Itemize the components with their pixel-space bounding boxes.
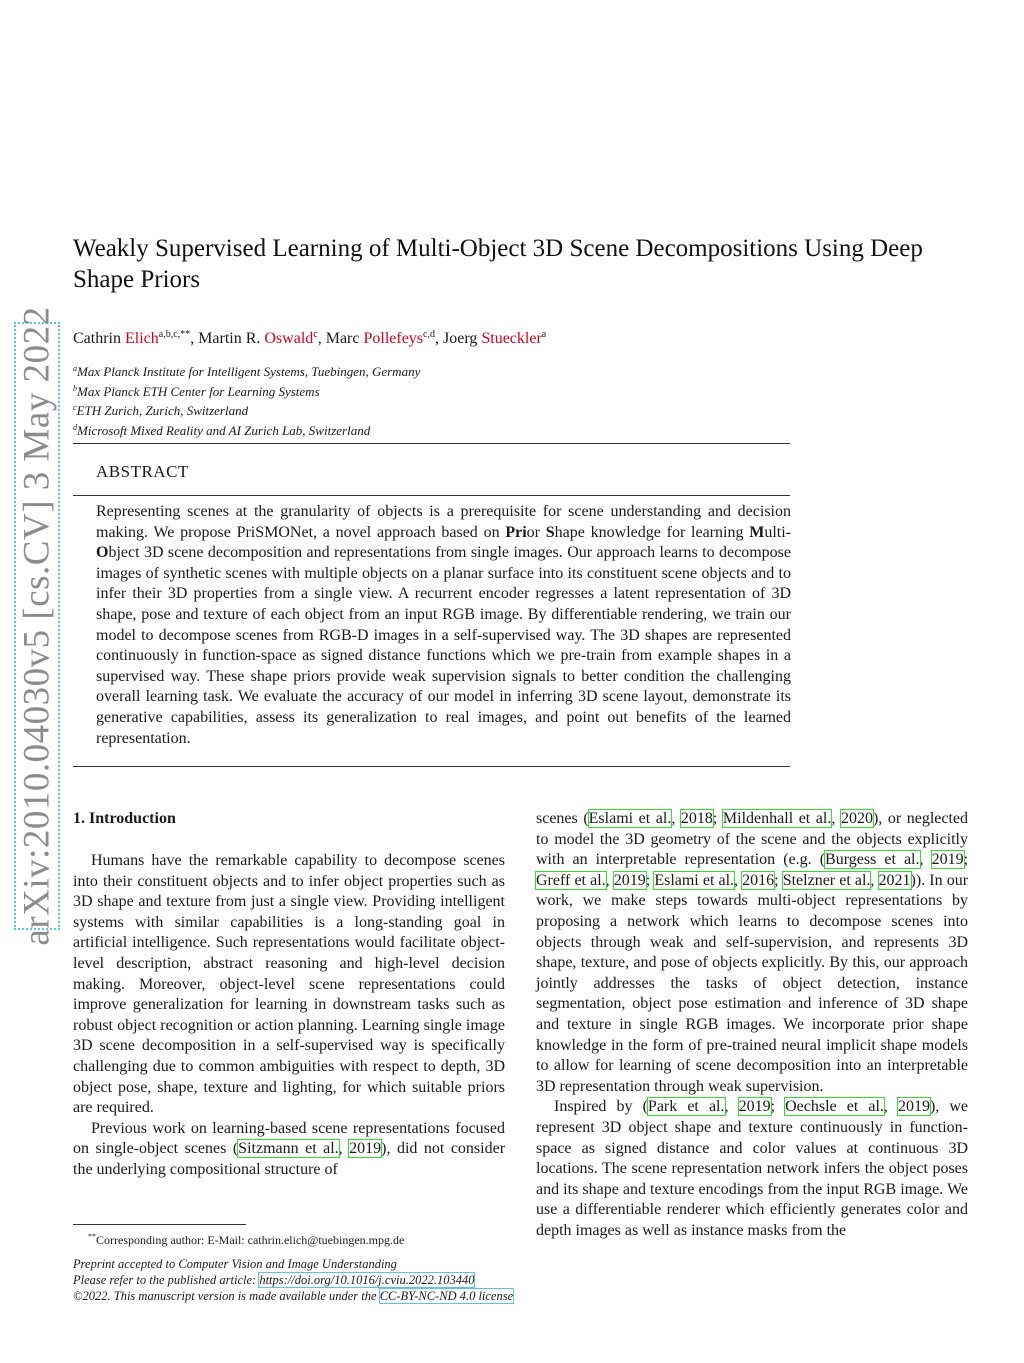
citation-link[interactable]: Eslami et al. (588, 810, 672, 827)
footnote-rule (73, 1224, 246, 1225)
author-link[interactable]: Stueckler (481, 330, 542, 347)
author-separator: , (434, 330, 443, 347)
footnote-text: Corresponding author: E-Mail: cathrin.elich@tuebingen.mpg.de (96, 1233, 405, 1247)
affiliation (73, 420, 420, 440)
author-affil-mark: c (313, 329, 318, 340)
preprint-line (73, 1272, 513, 1288)
citation-link[interactable]: Burgess et al. (825, 851, 920, 869)
author-affil-mark: a (541, 329, 547, 340)
affiliation-mark: c (73, 403, 77, 412)
paragraph-text: )). In our work, we make steps towards multi-object representations by proposing a network which learns to decompose scenes into objects through weak and self-supervision, and represents 3D shape, texture, and pose of objects explicitly. By this, our approach jointly addresses the tasks of object detection, instance segmentation, object pose estimation and inference of 3D shape and texture in single RGB images. We incorporate prior shape knowledge in the form of pre-trained neural implicit shape models to allow for learning of scene decomposition into an interpretable 3D representation through weak supervision. (536, 871, 969, 1095)
arxiv-identifier-stamp (14, 306, 60, 946)
abstract-bold: S (545, 523, 555, 541)
affiliation (73, 381, 420, 401)
preprint-notice (73, 1256, 513, 1304)
divider-abstract (73, 495, 790, 496)
affiliation-mark: d (73, 422, 77, 432)
paragraph: scenes (Eslami et al., 2018; Mildenhall et al., 2020), or neglected to model the 3D geometry of the scene and the objects explicitly with an interpretable representation (e.g. (Burgess et al., 2019; Greff et al., 2019; Eslami et al., 2016; Stelzner et al., 2021)). In our work, we make steps towards multi-object representations by proposing a network which learns to decompose scenes into objects through weak and self-supervision, and represents 3D shape, texture, and pose of objects explicitly. By this, our approach jointly addresses the tasks of object detection, instance segmentation, object pose estimation and inference of 3D shape and texture in single RGB images. We incorporate prior shape knowledge in the form of pre-trained neural implicit shape models to allow for learning of scene decomposition into an interpretable 3D representation through weak supervision. (536, 810, 969, 1095)
divider-top (73, 443, 790, 444)
citation-year-link[interactable]: 2019 (349, 1140, 382, 1158)
citation-link[interactable]: Sitzmann et al. (238, 1140, 339, 1158)
author-first-name: Martin R. (198, 330, 265, 347)
citation-year-link[interactable]: 2016 (742, 871, 775, 889)
citation-link[interactable]: Mildenhall et al. (722, 810, 832, 827)
author-first-name: Joerg (442, 330, 482, 347)
affiliation-text: ETH Zurich, Zurich, Switzerland (76, 403, 249, 418)
section-heading-introduction: 1. Introduction (73, 810, 176, 827)
affiliation (73, 400, 420, 420)
author-link[interactable]: Oswald (264, 330, 314, 347)
arxiv-id: arXiv:2010.04030v5 [cs.CV] 3 May 2022 (16, 306, 58, 946)
citation-link[interactable]: Oechsle et al. (785, 1098, 884, 1116)
right-column (536, 809, 968, 1241)
preprint-line (73, 1288, 513, 1304)
divider-bottom (73, 766, 790, 767)
paragraph-text: ), or neglected to model the 3D geometry of the scene and the objects explicitly with an interpretable representation (e.g. ( (536, 810, 969, 869)
author-separator: , (317, 330, 326, 347)
citation-link[interactable]: Greff et al. (536, 871, 606, 889)
preprint-text: ©2022. This manuscript version is made available under the (73, 1289, 380, 1303)
paragraph: Humans have the remarkable capability to decompose scenes into their constituent objects and to infer object properties such as 3D shape and texture from just a single view. Providing intelligent systems with similar capabilities is a long-standing goal in artificial intelligence. Such representations would facilitate object-level description, abstract reasoning and high-level decision making. Moreover, object-level scene representations could improve generalization for learning in downstream tasks such as robust object recognition or action planning. Learning single image 3D scene decomposition in a self-supervised way is specifically challenging due to common ambiguities with respect to depth, 3D object pose, shape, texture and lighting, for which suitable priors are required. (73, 852, 505, 1117)
footnote-mark: ** (88, 1232, 96, 1241)
left-column (73, 851, 505, 1181)
footnote (88, 1229, 404, 1248)
affiliation-list (73, 361, 420, 439)
paragraph-text: scenes ( (536, 810, 589, 827)
author-link[interactable]: Pollefeys (363, 330, 424, 347)
paragraph: Inspired by (Park et al., 2019; Oechsle et al., 2019), we represent 3D object shape and texture continuously in function-space as signed distance and color values at continuous 3D locations. The scene representation network infers the object poses and its shape and texture encodings from the input RGB image. We use a differentiable renderer which efficiently generates color and depth images as well as instance masks from the (536, 1098, 969, 1239)
paragraph: Previous work on learning-based scene representations focused on single-object scenes (Sitzmann et al., 2019), did not consider the underlying compositional structure of (73, 1119, 506, 1178)
citation-year-link[interactable]: 2019 (931, 851, 964, 869)
abstract-text: or (526, 523, 546, 541)
preprint-line: Preprint accepted to Computer Vision and Image Understanding (73, 1257, 397, 1271)
abstract-text: ulti- (764, 523, 791, 541)
author-first-name: Cathrin (73, 330, 125, 347)
paragraph-text: ), we represent 3D object shape and texture continuously in function-space as signed distance and color values at continuous 3D locations. The scene representation network infers the object poses and its shape and texture encodings from the input RGB image. We use a differentiable renderer which efficiently generates color and depth images as well as instance masks from the (536, 1098, 969, 1239)
abstract-bold: O (96, 544, 109, 562)
affiliation-mark: b (73, 383, 77, 393)
affiliation (73, 361, 420, 381)
paragraph-text: Previous work on learning-based scene representations focused on single-object scenes ( (73, 1119, 505, 1158)
citation-year-link[interactable]: 2021 (878, 871, 911, 889)
author-link[interactable]: Elich (125, 330, 159, 347)
citation-year-link[interactable]: 2020 (840, 810, 873, 827)
citation-link[interactable]: Eslami et al. (654, 871, 735, 889)
paper-title: Weakly Supervised Learning of Multi-Object 3D Scene Decompositions Using Deep Shape Priors (73, 235, 923, 293)
license-link[interactable]: CC-BY-NC-ND 4.0 license (379, 1289, 514, 1303)
author-separator: , (190, 330, 199, 347)
abstract-text: hape knowledge for learning (554, 523, 750, 541)
author-list (73, 324, 546, 350)
abstract-body (96, 502, 791, 749)
citation-year-link[interactable]: 2018 (680, 810, 713, 827)
paragraph-text: Inspired by ( (554, 1098, 648, 1116)
abstract-text: Representing scenes at the granularity of objects is a prerequisite for scene understanding and decision making. We propose PriSMONet, a novel approach based on (96, 503, 791, 541)
preprint-text: Please refer to the published article: (73, 1273, 260, 1287)
citation-link[interactable]: Stelzner et al. (782, 871, 871, 889)
author-affil-mark: a,b,c,** (158, 329, 191, 340)
author-first-name: Marc (325, 330, 364, 347)
abstract-bold: Pri (505, 523, 527, 541)
affiliation-text: Microsoft Mixed Reality and AI Zurich Lab, Switzerland (77, 422, 371, 438)
abstract-heading: ABSTRACT (96, 462, 189, 481)
citation-link[interactable]: Park et al. (647, 1098, 725, 1116)
citation-year-link[interactable]: 2019 (897, 1098, 930, 1116)
citation-year-link[interactable]: 2019 (738, 1098, 771, 1116)
abstract-bold: M (749, 523, 765, 541)
paragraph-text: ), did not consider the underlying compositional structure of (73, 1140, 506, 1178)
affiliation-text: Max Planck Institute for Intelligent Systems, Tuebingen, Germany (77, 364, 421, 379)
affiliation-text: Max Planck ETH Center for Learning Systems (77, 383, 320, 399)
affiliation-mark: a (73, 364, 77, 373)
doi-link[interactable]: https://doi.org/10.1016/j.cviu.2022.103440 (259, 1273, 475, 1287)
abstract-text: bject 3D scene decomposition and representations from single images. Our approach learns to decompose images of synthetic scenes with multiple objects on a planar surface into its constituent scene objects and to infer their 3D properties from a single view. A recurrent encoder regresses a latent representation of 3D shape, pose and texture of each object from an input RGB image. By differentiable rendering, we train our model to decompose scenes from RGB-D images in a self-supervised way. The 3D shapes are represented continuously in function-space as signed distance functions which we pre-train from example shapes in a supervised way. These shape priors provide weak supervision signals to better condition the challenging overall learning task. We evaluate the accuracy of our model in inferring 3D scene layout, demonstrate its generative capabilities, assess its generalization to real images, and point out benefits of the learned representation. (96, 544, 791, 747)
citation-year-link[interactable]: 2019 (613, 871, 646, 889)
author-affil-mark: c,d (423, 329, 435, 340)
